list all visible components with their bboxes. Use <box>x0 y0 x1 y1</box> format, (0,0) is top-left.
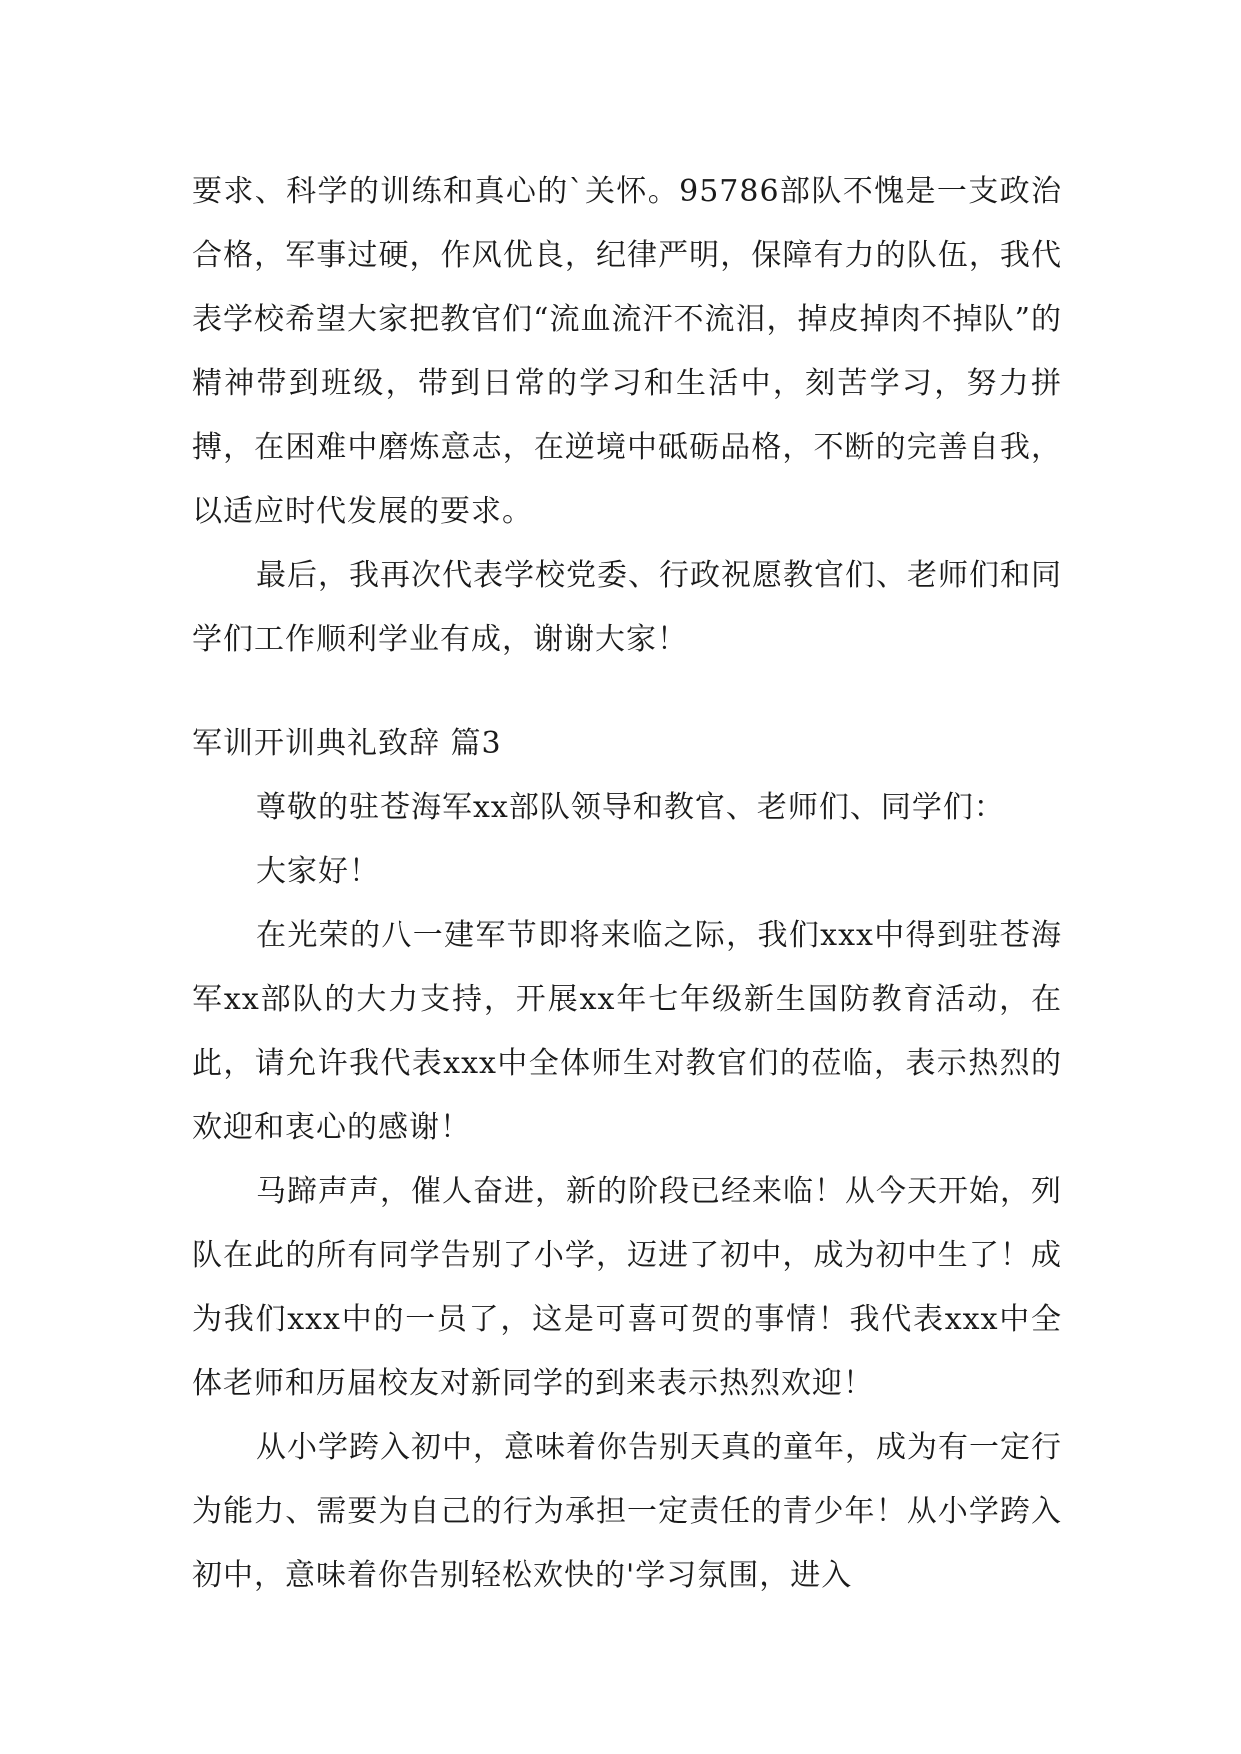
paragraph-new-stage: 马蹄声声，催人奋进，新的阶段已经来临！从今天开始，列队在此的所有同学告别了小学，迈进了初中，成为初中生了！成为我们xxx中的一员了，这是可喜可贺的事情！我代表xxx中全体老师和历届校友对新同学的到来表示热烈欢迎！ <box>192 1174 1062 1401</box>
document-body <box>192 160 1062 1608</box>
paragraph-welcome: 在光荣的八一建军节即将来临之际，我们xxx中得到驻苍海军xx部队的大力支持，开展xx年七年级新生国防教育活动，在此，请允许我代表xxx中全体师生对教官们的莅临，表示热烈的欢迎和衷心的感谢！ <box>192 918 1062 1145</box>
paragraph-continued: 要求、科学的训练和真心的`关怀。95786部队不愧是一支政治合格，军事过硬，作风优良，纪律严明，保障有力的队伍，我代表学校希望大家把教官们“流血流汗不流泪，掉皮掉肉不掉队”的精神带到班级，带到日常的学习和生活中，刻苦学习，努力拼搏，在困难中磨炼意志，在逆境中砥砺品格，不断的完善自我，以适应时代发展的要求。 <box>192 174 1062 529</box>
paragraph-closing: 最后，我再次代表学校党委、行政祝愿教官们、老师们和同学们工作顺利学业有成，谢谢大家！ <box>192 558 1062 657</box>
paragraph-transition: 从小学跨入初中，意味着你告别天真的童年，成为有一定行为能力、需要为自己的行为承担一定责任的青少年！从小学跨入初中，意味着你告别轻松欢快的'学习氛围，进入 <box>192 1430 1062 1593</box>
greeting: 大家好！ <box>256 854 380 889</box>
section-heading: 军训开训典礼致辞 篇3 <box>192 726 502 761</box>
salutation: 尊敬的驻苍海军xx部队领导和教官、老师们、同学们： <box>256 790 1005 825</box>
